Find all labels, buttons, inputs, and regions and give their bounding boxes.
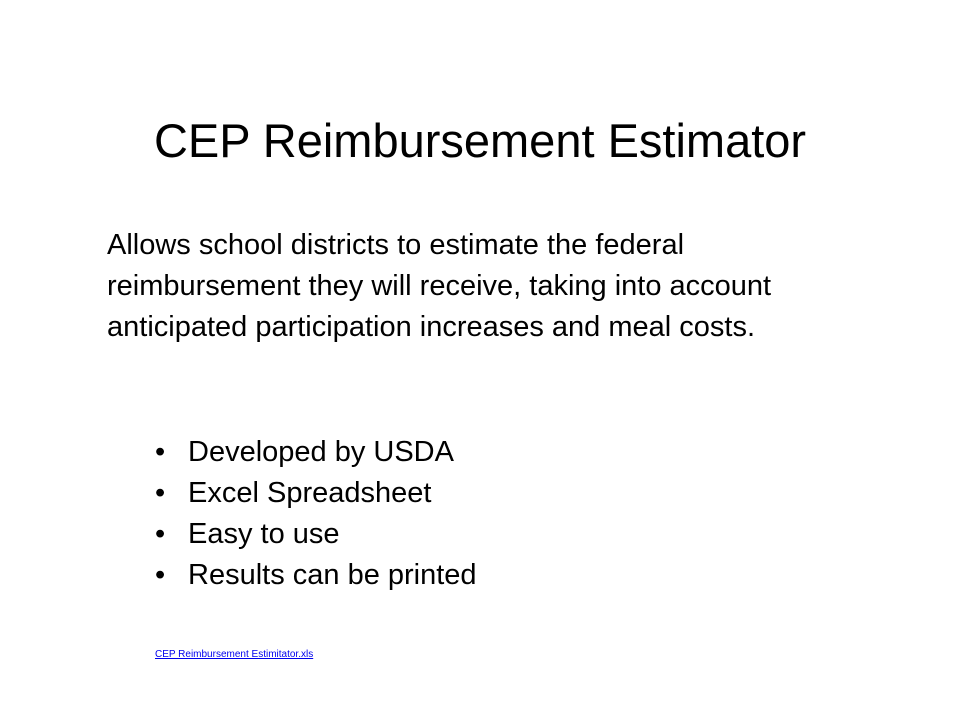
bullet-text: Excel Spreadsheet (188, 477, 432, 509)
bullet-icon: • (155, 559, 166, 591)
list-item (155, 473, 477, 514)
bullet-icon: • (155, 436, 166, 468)
bullet-text: Easy to use (188, 518, 340, 550)
bullet-text: Developed by USDA (188, 436, 454, 468)
list-item (155, 432, 477, 473)
list-item (155, 514, 477, 555)
bullet-list (155, 432, 477, 596)
spreadsheet-file-link[interactable]: CEP Reimbursement Estimitator.xls (155, 649, 314, 660)
slide-title: CEP Reimbursement Estimator (153, 114, 807, 167)
slide-description: Allows school districts to estimate the federal reimbursement they will receive, taking into account anticipated participation increases and meal costs. (107, 229, 772, 343)
list-item (155, 555, 477, 596)
bullet-icon: • (155, 518, 166, 550)
bullet-text: Results can be printed (188, 559, 477, 591)
bullet-icon: • (155, 477, 166, 509)
